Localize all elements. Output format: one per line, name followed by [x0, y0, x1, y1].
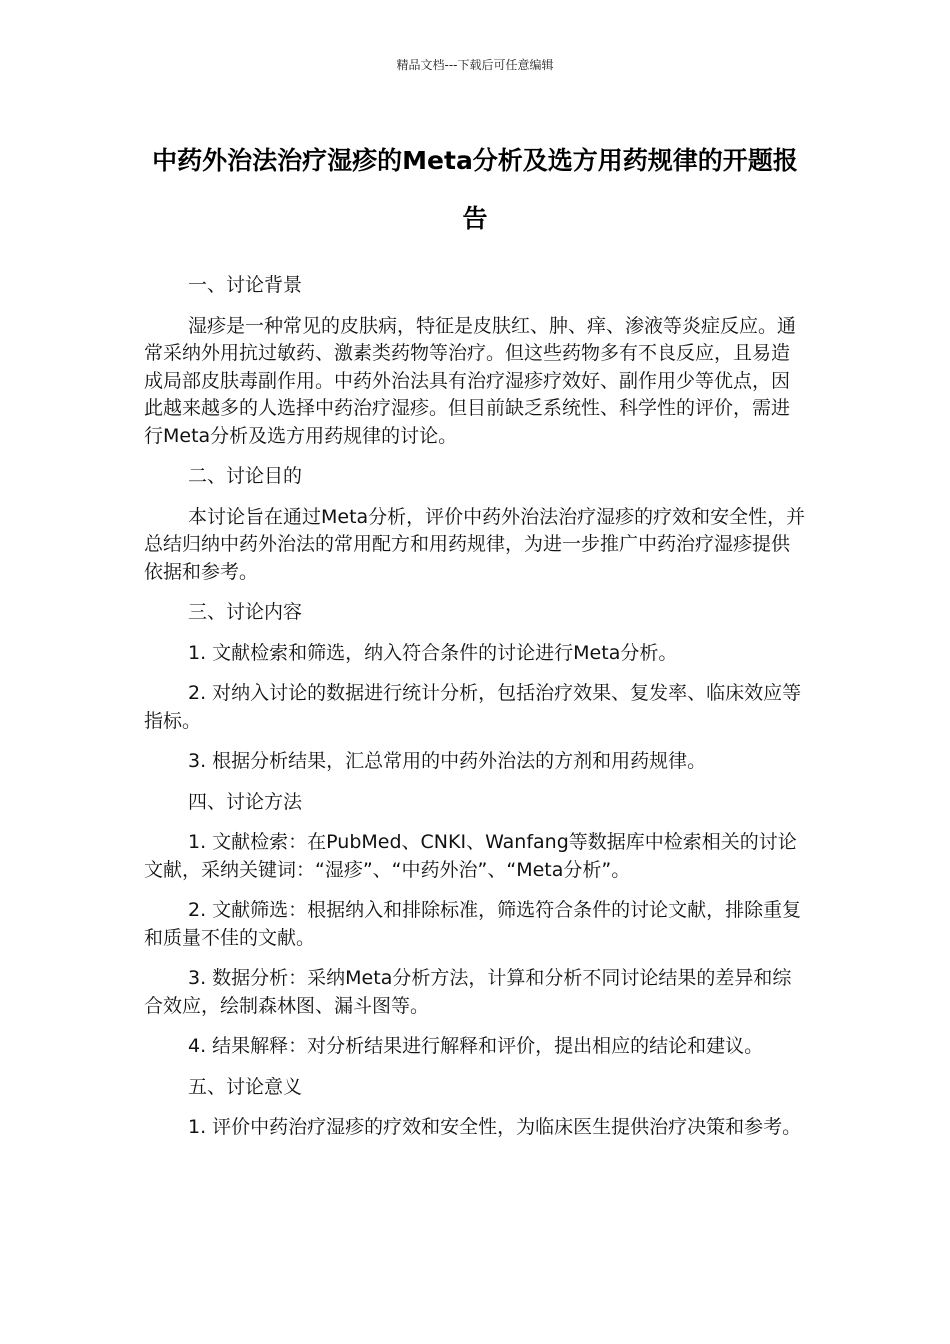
list-item: 3. 根据分析结果，汇总常用的中药外治法的方剂和用药规律。	[188, 750, 707, 772]
section-heading: 二、讨论目的	[188, 465, 303, 487]
document-body	[144, 272, 808, 1155]
section-heading: 三、讨论内容	[188, 601, 303, 623]
list-item: 1. 文献检索：在PubMed、CNKI、Wanfang等数据库中检索相关的讨论文献，采纳关键词：“湿疹”、“中药外治”、“Meta分析”。	[144, 831, 797, 881]
list-item: 1. 文献检索和筛选，纳入符合条件的讨论进行Meta分析。	[188, 641, 678, 664]
paragraph: 本讨论旨在通过Meta分析，评价中药外治法治疗湿疹的疗效和安全性，并总结归纳中药外治法的常用配方和用药规律，为进一步推广中药治疗湿疹提供依据和参考。	[144, 505, 806, 583]
document-title: 中药外治法治疗湿疹的Meta分析及选方用药规律的开题报告	[152, 146, 798, 233]
list-item: 4. 结果解释：对分析结果进行解释和评价，提出相应的结论和建议。	[188, 1035, 764, 1057]
section-heading: 五、讨论意义	[188, 1075, 303, 1098]
list-item: 2. 文献筛选：根据纳入和排除标准，筛选符合条件的讨论文献，排除重复和质量不佳的文献。	[144, 899, 802, 949]
list-item: 2. 对纳入讨论的数据进行统计分析，包括治疗效果、复发率、临床效应等指标。	[144, 682, 802, 732]
section-heading: 四、讨论方法	[188, 790, 303, 813]
list-item: 3. 数据分析：采纳Meta分析方法，计算和分析不同讨论结果的差异和综合效应，绘制森林图、漏斗图等。	[144, 967, 792, 1017]
list-item: 1. 评价中药治疗湿疹的疗效和安全性，为临床医生提供治疗决策和参考。	[188, 1116, 802, 1138]
paragraph: 湿疹是一种常见的皮肤病，特征是皮肤红、肿、痒、渗液等炎症反应。通常采纳外用抗过敏药、激素类药物等治疗。但这些药物多有不良反应，且易造成局部皮肤毒副作用。中药外治法具有治疗湿疹疗效好、副作用少等优点，因此越来越多的人选择中药治疗湿疹。但目前缺乏系统性、科学性的评价，需进行Meta分析及选方用药规律的讨论。	[144, 314, 797, 447]
section-heading: 一、讨论背景	[188, 274, 303, 296]
page-header: 精品文档---下载后可任意编辑	[396, 58, 554, 72]
